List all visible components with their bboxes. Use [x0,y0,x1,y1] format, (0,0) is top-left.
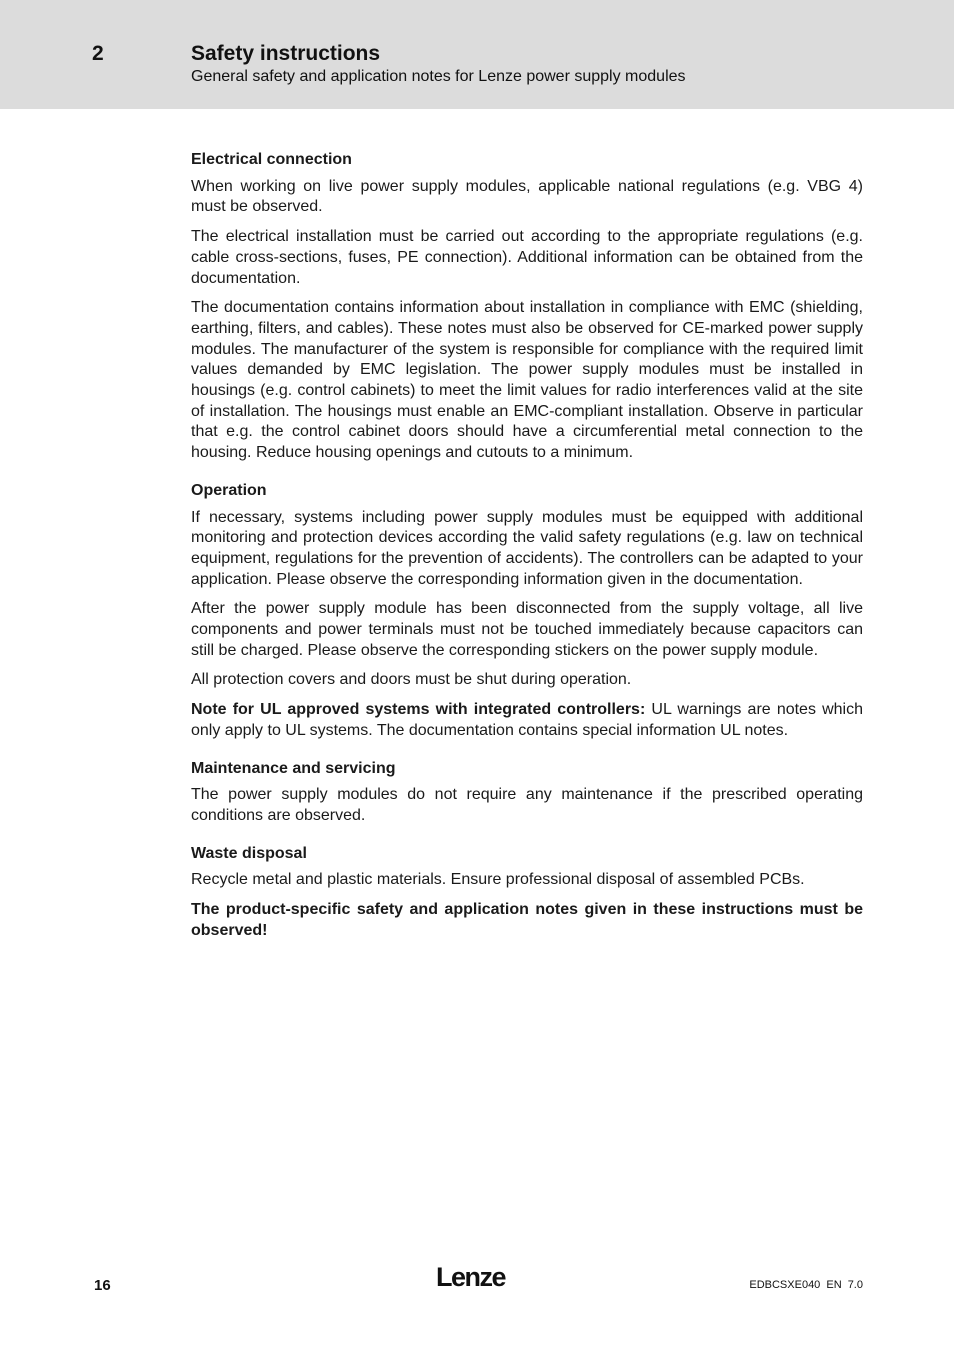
section-maintenance [191,759,863,827]
paragraph: If necessary, systems including power supply modules must be equipped with additional monitoring and protection devices according the valid safety regulations (e.g. law on technical equipment, regulations for the prevention of accidents). The controllers can be adapted to your application. Please observe the corresponding information given in the documentation. [191,508,863,588]
ul-note-text: UL warnings are notes which only apply to UL systems. The documentation contains special information UL notes. [191,701,863,739]
closing-note: The product-specific safety and application notes given in these instructions must be observed! [191,901,863,939]
paragraph: Recycle metal and plastic materials. Ensure professional disposal of assembled PCBs. [191,871,805,889]
chapter-title: Safety instructions [191,42,381,65]
page-content [191,150,863,951]
page-number: 16 [94,1277,111,1294]
chapter-subtitle: General safety and application notes for Lenze power supply modules [191,68,686,85]
section-waste-disposal [191,844,863,942]
document-code: EDBCSXE040 EN 7.0 [749,1279,863,1291]
header-band [0,0,954,109]
paragraph: After the power supply module has been disconnected from the supply voltage, all live components and power terminals must not be touched immediately because capacitors can still be charged. Please observe the corresponding stickers on the power supply module. [191,600,863,659]
section-heading: Waste disposal [191,844,307,862]
chapter-number: 2 [92,42,104,65]
section-heading: Maintenance and servicing [191,759,396,777]
paragraph: The power supply modules do not require any maintenance if the prescribed operating conditions are observed. [191,786,863,824]
ul-note [191,700,863,741]
paragraph: All protection covers and doors must be shut during operation. [191,671,632,689]
section-operation [191,481,863,742]
section-heading: Electrical connection [191,151,352,168]
lenze-logo: Lenze [436,1262,506,1292]
paragraph: The electrical installation must be carried out according to the appropriate regulations (e.g. cable cross-sections, fuses, PE connection). Additional information can be obtained from the documentation. [191,228,863,287]
paragraph: When working on live power supply modules, applicable national regulations (e.g. VBG 4) must be observed. [191,177,863,216]
section-heading: Operation [191,481,267,499]
ul-note-lead: Note for UL approved systems with integrated controllers: [191,701,646,719]
section-electrical-connection [191,150,863,464]
paragraph: The documentation contains information about installation in compliance with EMC (shielding, earthing, filters, and cables). These notes must also be observed for CE-marked power supply modules. The manufacturer of the system is responsible for compliance with the required limit values demanded by EMC legislation. The power supply modules must be installed in housings (e.g. control cabinets) to meet the limit values for radio interferences valid at the site of installation. The housings must enable an EMC-compliant installation. Observe in particular that e.g. the control cabinet doors should have a circumferential metal connection to the housing. Reduce housing openings and cutouts to a minimum. [191,299,863,462]
